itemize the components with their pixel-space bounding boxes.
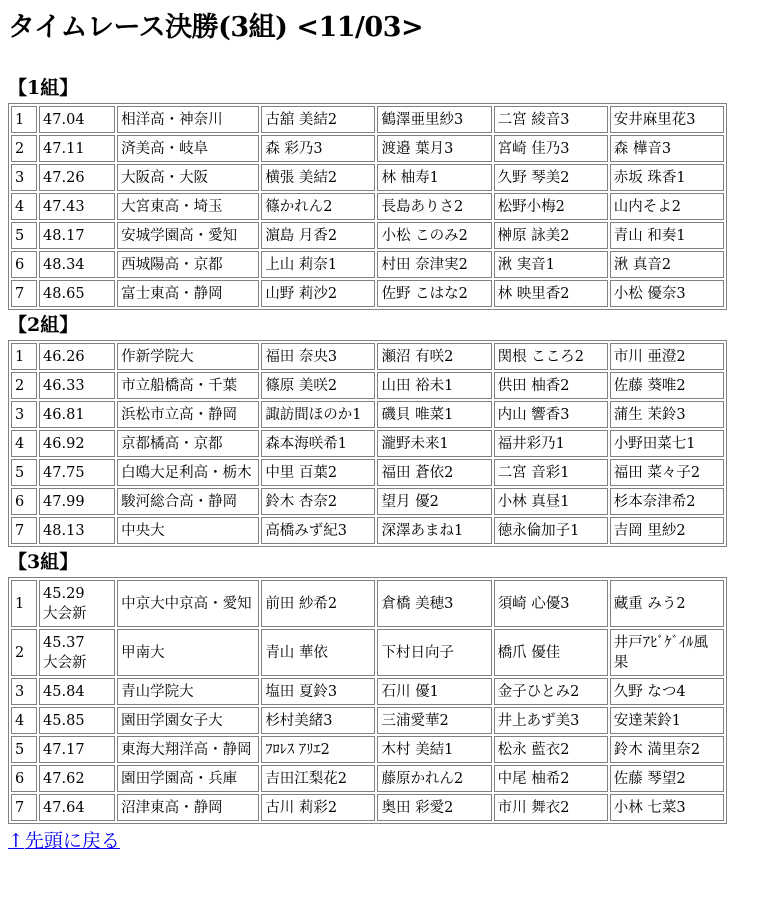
team-cell: 沼津東高・静岡	[117, 794, 259, 821]
runner4-cell: 佐藤 琴望2	[610, 765, 724, 792]
rank-cell: 3	[11, 164, 37, 191]
table-row	[11, 430, 724, 457]
table-row	[11, 106, 724, 133]
table-row	[11, 707, 724, 734]
runner4-cell: 蒲生 茉鈴3	[610, 401, 724, 428]
runner3-cell: 供田 柚香2	[494, 372, 608, 399]
table-row	[11, 280, 724, 307]
runner3-cell: 中尾 柚希2	[494, 765, 608, 792]
back-to-top-label: 先頭に戻る	[24, 830, 120, 852]
table-row	[11, 629, 724, 676]
time-cell: 45.29 大会新	[39, 580, 115, 627]
rank-cell: 3	[11, 678, 37, 705]
runner1-cell: 吉田江梨花2	[261, 765, 375, 792]
rank-cell: 4	[11, 430, 37, 457]
table-row	[11, 459, 724, 486]
runner2-cell: 三浦愛華2	[377, 707, 491, 734]
runner2-cell: 石川 優1	[377, 678, 491, 705]
rank-cell: 6	[11, 488, 37, 515]
results-table	[8, 340, 727, 547]
table-row	[11, 736, 724, 763]
table-row	[11, 488, 724, 515]
runner2-cell: 福田 蒼依2	[377, 459, 491, 486]
runner4-cell: 杉本奈津希2	[610, 488, 724, 515]
rank-cell: 5	[11, 459, 37, 486]
rank-cell: 1	[11, 580, 37, 627]
runner1-cell: 青山 華依	[261, 629, 375, 676]
runner3-cell: 松野小梅2	[494, 193, 608, 220]
runner4-cell: 鈴木 満里奈2	[610, 736, 724, 763]
results-table	[8, 577, 727, 824]
team-cell: 済美高・岐阜	[117, 135, 259, 162]
runner2-cell: 小松 このみ2	[377, 222, 491, 249]
runner2-cell: 長島ありさ2	[377, 193, 491, 220]
runner2-cell: 藤原かれん2	[377, 765, 491, 792]
runner3-cell: 関根 こころ2	[494, 343, 608, 370]
table-row	[11, 401, 724, 428]
table-row	[11, 372, 724, 399]
time-cell: 47.75	[39, 459, 115, 486]
runner2-cell: 村田 奈津実2	[377, 251, 491, 278]
runner3-cell: 榊原 詠美2	[494, 222, 608, 249]
runner3-cell: 井上あず美3	[494, 707, 608, 734]
runner1-cell: 諏訪間ほのか1	[261, 401, 375, 428]
time-cell: 46.81	[39, 401, 115, 428]
rank-cell: 1	[11, 106, 37, 133]
runner4-cell: 湫 真音2	[610, 251, 724, 278]
runner4-cell: 小林 七菜3	[610, 794, 724, 821]
runner1-cell: ﾌﾛﾚｽ ｱﾘｴ2	[261, 736, 375, 763]
team-cell: 市立船橋高・千葉	[117, 372, 259, 399]
runner3-cell: 須崎 心優3	[494, 580, 608, 627]
time-cell: 45.37 大会新	[39, 629, 115, 676]
rank-cell: 5	[11, 736, 37, 763]
runner1-cell: 森本海咲希1	[261, 430, 375, 457]
runner4-cell: 市川 亜澄2	[610, 343, 724, 370]
back-to-top-link[interactable]	[8, 826, 120, 853]
group-heading: 【2組】	[8, 314, 79, 336]
runner4-cell: 佐藤 葵唯2	[610, 372, 724, 399]
runner2-cell: 鶴澤亜里紗3	[377, 106, 491, 133]
rank-cell: 4	[11, 707, 37, 734]
runner2-cell: 奥田 彩愛2	[377, 794, 491, 821]
runner1-cell: 前田 紗希2	[261, 580, 375, 627]
table-row	[11, 193, 724, 220]
rank-cell: 1	[11, 343, 37, 370]
runner4-cell: 吉岡 里紗2	[610, 517, 724, 544]
team-cell: 白鴎大足利高・栃木	[117, 459, 259, 486]
team-cell: 安城学園高・愛知	[117, 222, 259, 249]
team-cell: 浜松市立高・静岡	[117, 401, 259, 428]
runner2-cell: 木村 美結1	[377, 736, 491, 763]
team-cell: 青山学院大	[117, 678, 259, 705]
time-cell: 46.26	[39, 343, 115, 370]
runner1-cell: 横張 美結2	[261, 164, 375, 191]
runner3-cell: 久野 琴美2	[494, 164, 608, 191]
runner3-cell: 松永 藍衣2	[494, 736, 608, 763]
runner3-cell: 市川 舞衣2	[494, 794, 608, 821]
runner2-cell: 渡邉 葉月3	[377, 135, 491, 162]
runner2-cell: 下村日向子	[377, 629, 491, 676]
runner2-cell: 林 柚寿1	[377, 164, 491, 191]
runner1-cell: 福田 奈央3	[261, 343, 375, 370]
runner4-cell: 赤坂 珠香1	[610, 164, 724, 191]
runner3-cell: 湫 実音1	[494, 251, 608, 278]
runner1-cell: 杉村美緒3	[261, 707, 375, 734]
runner4-cell: 森 樺音3	[610, 135, 724, 162]
runner4-cell: 青山 和奏1	[610, 222, 724, 249]
runner2-cell: 磯貝 唯菜1	[377, 401, 491, 428]
rank-cell: 6	[11, 251, 37, 278]
rank-cell: 2	[11, 135, 37, 162]
group-heading: 【1組】	[8, 77, 79, 99]
time-cell: 47.04	[39, 106, 115, 133]
runner1-cell: 森 彩乃3	[261, 135, 375, 162]
runner2-cell: 深澤あまね1	[377, 517, 491, 544]
time-cell: 47.11	[39, 135, 115, 162]
team-cell: 園田学園女子大	[117, 707, 259, 734]
runner1-cell: 濵島 月香2	[261, 222, 375, 249]
runner3-cell: 金子ひとみ2	[494, 678, 608, 705]
table-row	[11, 678, 724, 705]
rank-cell: 7	[11, 517, 37, 544]
time-cell: 47.43	[39, 193, 115, 220]
table-row	[11, 251, 724, 278]
table-row	[11, 164, 724, 191]
time-cell: 48.17	[39, 222, 115, 249]
time-cell: 47.26	[39, 164, 115, 191]
team-cell: 東海大翔洋高・静岡	[117, 736, 259, 763]
runner1-cell: 篠かれん2	[261, 193, 375, 220]
time-cell: 45.85	[39, 707, 115, 734]
runner2-cell: 瀬沼 有咲2	[377, 343, 491, 370]
time-cell: 45.84	[39, 678, 115, 705]
runner4-cell: 安達茉鈴1	[610, 707, 724, 734]
results-table	[8, 103, 727, 310]
time-cell: 47.99	[39, 488, 115, 515]
table-row	[11, 135, 724, 162]
team-cell: 中京大中京高・愛知	[117, 580, 259, 627]
up-arrow-icon: ↑	[8, 830, 24, 852]
runner1-cell: 上山 莉奈1	[261, 251, 375, 278]
rank-cell: 4	[11, 193, 37, 220]
team-cell: 西城陽高・京都	[117, 251, 259, 278]
team-cell: 園田学園高・兵庫	[117, 765, 259, 792]
rank-cell: 7	[11, 794, 37, 821]
team-cell: 甲南大	[117, 629, 259, 676]
runner3-cell: 内山 響香3	[494, 401, 608, 428]
runner2-cell: 山田 裕未1	[377, 372, 491, 399]
table-row	[11, 765, 724, 792]
time-cell: 47.17	[39, 736, 115, 763]
time-cell: 46.33	[39, 372, 115, 399]
runner4-cell: 山内そよ2	[610, 193, 724, 220]
runner3-cell: 橋爪 優佳	[494, 629, 608, 676]
rank-cell: 2	[11, 372, 37, 399]
rank-cell: 7	[11, 280, 37, 307]
rank-cell: 6	[11, 765, 37, 792]
runner4-cell: 小野田菜七1	[610, 430, 724, 457]
results-groups	[8, 73, 769, 824]
runner4-cell: 藏重 みう2	[610, 580, 724, 627]
page-title: タイムレース決勝(3組) <11/03>	[8, 12, 424, 43]
team-cell: 富士東高・静岡	[117, 280, 259, 307]
runner3-cell: 二宮 綾音3	[494, 106, 608, 133]
runner2-cell: 望月 優2	[377, 488, 491, 515]
team-cell: 中央大	[117, 517, 259, 544]
runner3-cell: 宮崎 佳乃3	[494, 135, 608, 162]
team-cell: 作新学院大	[117, 343, 259, 370]
runner1-cell: 塩田 夏鈴3	[261, 678, 375, 705]
runner1-cell: 篠原 美咲2	[261, 372, 375, 399]
runner3-cell: 徳永倫加子1	[494, 517, 608, 544]
runner4-cell: 小松 優奈3	[610, 280, 724, 307]
time-cell: 48.34	[39, 251, 115, 278]
rank-cell: 5	[11, 222, 37, 249]
runner4-cell: 久野 なつ4	[610, 678, 724, 705]
team-cell: 駿河総合高・静岡	[117, 488, 259, 515]
runner2-cell: 倉橋 美穂3	[377, 580, 491, 627]
runner1-cell: 古川 莉彩2	[261, 794, 375, 821]
team-cell: 京都橘高・京都	[117, 430, 259, 457]
runner4-cell: 安井麻里花3	[610, 106, 724, 133]
time-cell: 46.92	[39, 430, 115, 457]
runner1-cell: 鈴木 杏奈2	[261, 488, 375, 515]
group-heading: 【3組】	[8, 551, 79, 573]
runner3-cell: 小林 真昼1	[494, 488, 608, 515]
time-cell: 48.13	[39, 517, 115, 544]
runner1-cell: 中里 百葉2	[261, 459, 375, 486]
table-row	[11, 794, 724, 821]
time-cell: 47.64	[39, 794, 115, 821]
table-row	[11, 343, 724, 370]
runner1-cell: 古舘 美結2	[261, 106, 375, 133]
rank-cell: 3	[11, 401, 37, 428]
rank-cell: 2	[11, 629, 37, 676]
runner1-cell: 高橋みず紀3	[261, 517, 375, 544]
team-cell: 相洋高・神奈川	[117, 106, 259, 133]
runner4-cell: 井戸ｱﾋﾞｹﾞｲﾙ風果	[610, 629, 724, 676]
runner3-cell: 二宮 音彩1	[494, 459, 608, 486]
runner3-cell: 福井彩乃1	[494, 430, 608, 457]
team-cell: 大阪高・大阪	[117, 164, 259, 191]
table-row	[11, 517, 724, 544]
runner4-cell: 福田 菜々子2	[610, 459, 724, 486]
team-cell: 大宮東高・埼玉	[117, 193, 259, 220]
runner2-cell: 瀧野未来1	[377, 430, 491, 457]
table-row	[11, 222, 724, 249]
time-cell: 48.65	[39, 280, 115, 307]
runner2-cell: 佐野 こはな2	[377, 280, 491, 307]
time-cell: 47.62	[39, 765, 115, 792]
runner3-cell: 林 映里香2	[494, 280, 608, 307]
table-row	[11, 580, 724, 627]
runner1-cell: 山野 莉沙2	[261, 280, 375, 307]
